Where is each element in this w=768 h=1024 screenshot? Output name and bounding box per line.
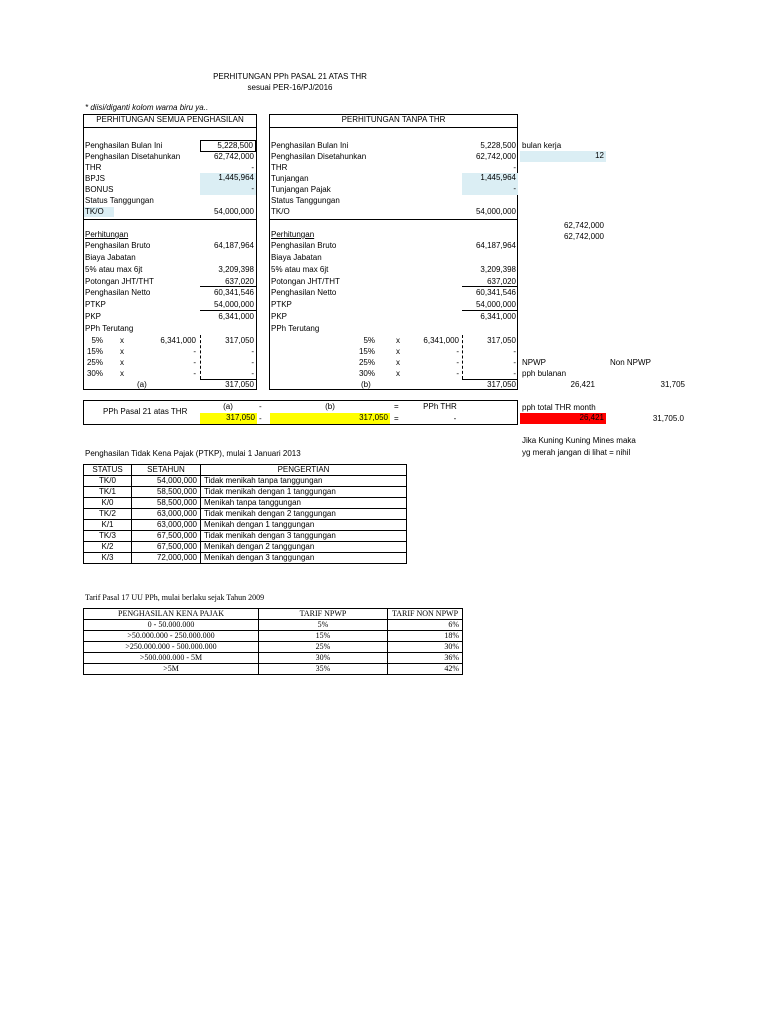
left-tax-rate: 5%	[91, 336, 103, 345]
right-tax-x: x	[396, 369, 400, 378]
table-cell: >50.000.000 - 250.000.000	[84, 631, 259, 642]
left-label: PPh Terutang	[85, 324, 134, 333]
tarif-title: Tarif Pasal 17 UU PPh, mulai berlaku sejak Tahun 2009	[85, 593, 265, 602]
left-label: Biaya Jabatan	[85, 253, 136, 262]
right-total-label: (b)	[361, 380, 371, 389]
right-tax-value: -	[513, 358, 516, 367]
table-row	[84, 642, 463, 653]
table-row	[84, 542, 407, 553]
left-tax-x: x	[120, 358, 124, 367]
summary-minus-1: -	[259, 402, 262, 411]
table-row	[84, 476, 407, 487]
left-label: PTKP	[85, 300, 106, 309]
summary-eq-1: =	[394, 402, 399, 411]
note-line-2: yg merah jangan di lihat = nihil	[522, 448, 631, 457]
left-input-bonus[interactable]: -	[200, 184, 256, 195]
left-label: Potongan JHT/THT	[85, 277, 154, 286]
table-row	[84, 520, 407, 531]
summary-a-label: (a)	[223, 402, 233, 411]
left-label: Penghasilan Bruto	[85, 241, 151, 250]
pph-total-label: pph total THR month	[522, 403, 596, 412]
summary-result: -	[453, 414, 457, 423]
right-value: 54,000,000	[475, 207, 516, 216]
page-title: PERHITUNGAN PPh PASAL 21 ATAS THR	[213, 72, 367, 81]
summary-pph-thr-label: PPh THR	[423, 402, 457, 411]
left-tax-x: x	[120, 347, 124, 356]
pph-bulanan-label: pph bulanan	[522, 369, 567, 378]
right-tax-x: x	[396, 336, 400, 345]
left-value: 637,020	[225, 277, 254, 286]
left-label: Penghasilan Netto	[85, 288, 151, 297]
right-tax-x: x	[396, 358, 400, 367]
table-cell: 18%	[388, 631, 463, 642]
left-tax-base: -	[193, 369, 196, 378]
table-cell: K/3	[84, 553, 132, 564]
table-cell: 63,000,000	[132, 520, 201, 531]
right-label: Penghasilan Netto	[271, 288, 337, 297]
table-cell: 42%	[388, 664, 463, 675]
summary-b-label: (b)	[325, 402, 335, 411]
summary-eq-2: =	[394, 414, 399, 423]
table-cell: Menikah dengan 3 tanggungan	[201, 553, 407, 564]
table-cell: Tidak menikah dengan 2 tanggungan	[201, 509, 407, 520]
left-total-label: (a)	[137, 380, 147, 389]
table-row	[84, 620, 463, 631]
right-label: Status Tanggungan	[271, 196, 340, 205]
left-tax-value: -	[251, 358, 254, 367]
table-cell: 6%	[388, 620, 463, 631]
right-tax-base: 6,341,000	[423, 336, 459, 345]
pph-bulanan-npwp: 26,421	[570, 380, 595, 389]
right-label: 5% atau max 6jt	[271, 265, 329, 274]
table-cell: TK/3	[84, 531, 132, 542]
summary-a-value: 317,050	[200, 413, 257, 424]
left-tax-value: -	[251, 347, 254, 356]
right-tax-base: -	[456, 347, 459, 356]
right-tax-rate: 15%	[358, 347, 375, 356]
right-tax-rate: 30%	[358, 369, 375, 378]
table-cell: Menikah dengan 2 tanggungan	[201, 542, 407, 553]
right-input-tunjangan-pajak[interactable]: -	[462, 184, 518, 195]
right-label: Tunjangan	[271, 174, 309, 183]
table-row	[84, 531, 407, 542]
table-cell: 30%	[388, 642, 463, 653]
table-cell: TK/2	[84, 509, 132, 520]
right-tax-x: x	[396, 347, 400, 356]
bulan-kerja-input[interactable]: 12	[520, 151, 606, 162]
left-value: -	[251, 163, 254, 172]
right-tax-value: -	[513, 347, 516, 356]
table-cell: Menikah dengan 1 tanggungan	[201, 520, 407, 531]
right-tax-base: -	[456, 369, 459, 378]
left-panel-title: PERHITUNGAN SEMUA PENGHASILAN	[96, 115, 244, 124]
table-row	[84, 509, 407, 520]
table-cell: 25%	[259, 642, 388, 653]
right-tax-rate: 5%	[363, 336, 375, 345]
left-value: 64,187,964	[213, 241, 254, 250]
table-header: SETAHUN	[132, 465, 201, 476]
summary-label: PPh Pasal 21 atas THR	[103, 407, 188, 416]
table-cell: 54,000,000	[132, 476, 201, 487]
right-tax-base: -	[456, 358, 459, 367]
left-value: 54,000,000	[213, 207, 254, 216]
side-value-1: 62,742,000	[563, 221, 604, 230]
left-calc-title: Perhitungan	[85, 230, 129, 239]
left-tax-value: -	[251, 369, 254, 378]
table-header: PENGHASILAN KENA PAJAK	[84, 609, 259, 620]
right-label: TK/O	[271, 207, 290, 216]
table-cell: 67,500,000	[132, 542, 201, 553]
npwp-label: NPWP	[522, 358, 546, 367]
right-label: PKP	[271, 312, 288, 321]
table-cell: 0 - 50.000.000	[84, 620, 259, 631]
left-tax-rate: 30%	[86, 369, 103, 378]
left-label: Penghasilan Bulan Ini	[85, 141, 163, 150]
right-panel-title: PERHITUNGAN TANPA THR	[341, 115, 446, 124]
table-cell: 58,500,000	[132, 487, 201, 498]
right-value: 3,209,398	[480, 265, 516, 274]
left-tax-base: -	[193, 358, 196, 367]
left-value: 60,341,546	[213, 288, 254, 297]
right-tax-value: -	[513, 369, 516, 378]
table-cell: 15%	[259, 631, 388, 642]
left-value: 6,341,000	[218, 312, 254, 321]
table-cell: >250.000.000 - 500.000.000	[84, 642, 259, 653]
table-cell: 58,500,000	[132, 498, 201, 509]
table-header-row	[84, 609, 463, 620]
right-label: Penghasilan Bulan Ini	[271, 141, 349, 150]
right-label: PPh Terutang	[271, 324, 320, 333]
left-label: Status Tanggungan	[85, 196, 154, 205]
table-cell: K/1	[84, 520, 132, 531]
right-label: Penghasilan Bruto	[271, 241, 337, 250]
table-row	[84, 487, 407, 498]
pph-total-non-npwp: 31,705.0	[652, 414, 684, 423]
table-header: TARIF NPWP	[259, 609, 388, 620]
left-input-bpjs[interactable]: 1,445,964	[200, 173, 256, 184]
table-cell: TK/0	[84, 476, 132, 487]
input-note: * diisi/diganti kolom warna biru ya..	[85, 103, 209, 112]
table-row	[84, 653, 463, 664]
right-total-value: 317,050	[487, 380, 516, 389]
ptkp-title: Penghasilan Tidak Kena Pajak (PTKP), mulai 1 Januari 2013	[85, 449, 301, 458]
table-row	[84, 664, 463, 675]
tarif-table	[83, 608, 463, 675]
table-cell: 63,000,000	[132, 509, 201, 520]
summary-minus-2: -	[259, 414, 262, 423]
right-input-tunjangan[interactable]: 1,445,964	[462, 173, 518, 184]
left-label: 5% atau max 6jt	[85, 265, 143, 274]
left-tax-rate: 25%	[86, 358, 103, 367]
left-tax-value: 317,050	[225, 336, 254, 345]
table-cell: Menikah tanpa tanggungan	[201, 498, 407, 509]
table-header-row	[84, 465, 407, 476]
table-cell: 36%	[388, 653, 463, 664]
right-label: Potongan JHT/THT	[271, 277, 340, 286]
non-npwp-label: Non NPWP	[610, 358, 651, 367]
left-tax-x: x	[120, 369, 124, 378]
summary-b-value: 317,050	[270, 413, 390, 424]
bulan-kerja-label: bulan kerja	[522, 141, 562, 150]
right-label: THR	[271, 163, 288, 172]
table-row	[84, 631, 463, 642]
right-value: -	[513, 163, 516, 172]
right-label: PTKP	[271, 300, 292, 309]
table-cell: >5M	[84, 664, 259, 675]
left-value: 54,000,000	[213, 300, 254, 309]
table-cell: 5%	[259, 620, 388, 631]
left-tax-base: 6,341,000	[160, 336, 196, 345]
left-input-bulan-ini[interactable]: 5,228,500	[200, 140, 256, 152]
right-value: 54,000,000	[475, 300, 516, 309]
left-label: PKP	[85, 312, 102, 321]
table-cell: 67,500,000	[132, 531, 201, 542]
table-row	[84, 553, 407, 564]
side-value-2: 62,742,000	[563, 232, 604, 241]
right-label: Penghasilan Disetahunkan	[271, 152, 367, 161]
left-label: THR	[85, 163, 102, 172]
right-value: 6,341,000	[480, 312, 516, 321]
left-label: BONUS	[85, 185, 114, 194]
table-cell: >500.000.000 - 5M	[84, 653, 259, 664]
table-cell: Tidak menikah dengan 3 tanggungan	[201, 531, 407, 542]
right-tax-rate: 25%	[358, 358, 375, 367]
left-tax-base: -	[193, 347, 196, 356]
right-value: 60,341,546	[475, 288, 516, 297]
table-header: PENGERTIAN	[201, 465, 407, 476]
left-total-value: 317,050	[225, 380, 254, 389]
left-tax-x: x	[120, 336, 124, 345]
page-subtitle: sesuai PER-16/PJ/2016	[247, 83, 333, 92]
table-cell: K/2	[84, 542, 132, 553]
left-tax-rate: 15%	[86, 347, 103, 356]
table-cell: 35%	[259, 664, 388, 675]
table-cell: Tidak menikah dengan 1 tanggungan	[201, 487, 407, 498]
left-label: TK/O	[85, 207, 104, 216]
right-label: Tunjangan Pajak	[271, 185, 331, 194]
pph-total-red-cell: 26,421	[520, 413, 606, 424]
table-cell: K/0	[84, 498, 132, 509]
right-calc-title: Perhitungan	[271, 230, 315, 239]
right-value: 64,187,964	[475, 241, 516, 250]
right-value: 62,742,000	[475, 152, 516, 161]
left-value: 62,742,000	[213, 152, 254, 161]
table-cell: 72,000,000	[132, 553, 201, 564]
table-row	[84, 498, 407, 509]
table-header: TARIF NON NPWP	[388, 609, 463, 620]
table-cell: TK/1	[84, 487, 132, 498]
table-header: STATUS	[84, 465, 132, 476]
right-value: 5,228,500	[480, 141, 516, 150]
table-cell: Tidak menikah tanpa tanggungan	[201, 476, 407, 487]
note-line-1: Jika Kuning Kuning Mines maka	[522, 436, 636, 445]
left-value: 3,209,398	[218, 265, 254, 274]
pph-bulanan-non-npwp: 31,705	[660, 380, 685, 389]
table-cell: 30%	[259, 653, 388, 664]
left-label: Penghasilan Disetahunkan	[85, 152, 181, 161]
ptkp-table	[83, 464, 407, 564]
right-label: Biaya Jabatan	[271, 253, 322, 262]
left-label: BPJS	[85, 174, 106, 183]
right-value: 637,020	[487, 277, 516, 286]
right-tax-value: 317,050	[487, 336, 516, 345]
